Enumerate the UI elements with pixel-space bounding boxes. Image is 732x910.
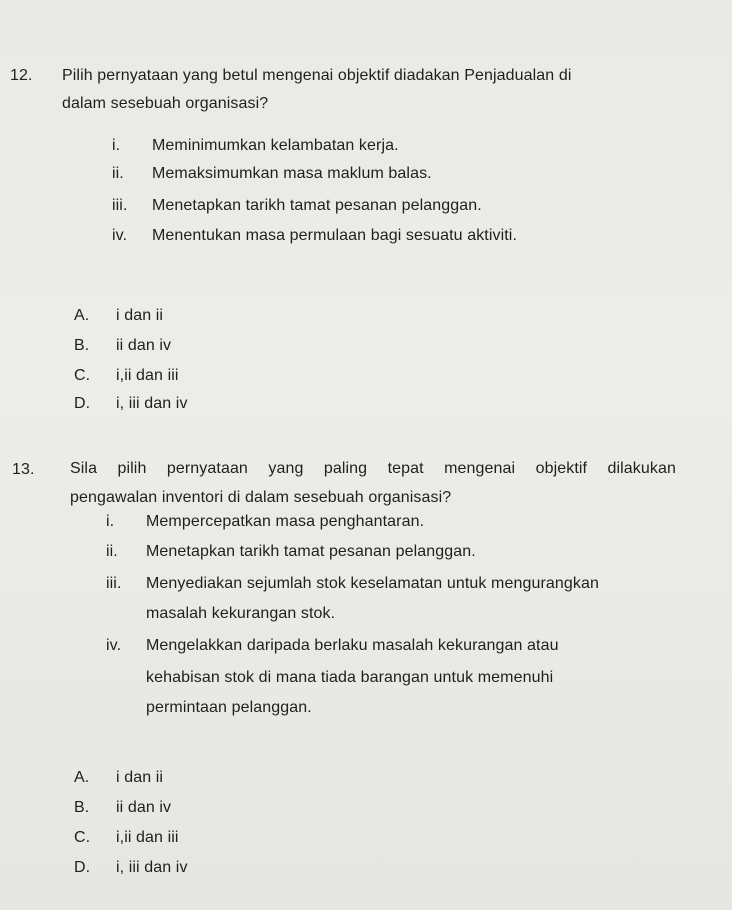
q13-statement-3-line1: Menyediakan sejumlah stok keselamatan untuk mengurangkan: [146, 575, 599, 592]
q13-option-c-letter: C.: [74, 829, 91, 846]
q12-statement-4-text: Menentukan masa permulaan bagi sesuatu aktiviti.: [152, 227, 518, 244]
q13-option-d-letter: D.: [74, 859, 91, 876]
q12-option-b-text: ii dan iv: [116, 337, 172, 354]
q13-statement-1-roman: i.: [106, 513, 115, 530]
q13-option-c-text: i,ii dan iii: [116, 829, 179, 846]
q13-text-line2: pengawalan inventori di dalam sesebuah organisasi?: [70, 489, 452, 506]
q12-statement-2-text: Memaksimumkan masa maklum balas.: [152, 165, 432, 182]
q12-number: 12.: [10, 67, 33, 84]
q12-statement-4-roman: iv.: [112, 227, 128, 244]
q13-statement-1-line1: Mempercepatkan masa penghantaran.: [146, 513, 425, 530]
q13-option-a-letter: A.: [74, 769, 90, 786]
q13-statement-4-line2: kehabisan stok di mana tiada barangan untuk memenuhi: [146, 669, 554, 686]
q12-option-a-text: i dan ii: [116, 307, 164, 324]
q13-option-b-text: ii dan iv: [116, 799, 172, 816]
q13-statement-3-roman: iii.: [106, 575, 122, 592]
q12-statement-3-text: Menetapkan tarikh tamat pesanan pelanggan.: [152, 197, 482, 214]
q12-text-line1: Pilih pernyataan yang betul mengenai objektif diadakan Penjadualan di: [62, 67, 572, 84]
q12-text-line2: dalam sesebuah organisasi?: [62, 95, 269, 112]
q12-statement-1-text: Meminimumkan kelambatan kerja.: [152, 137, 399, 154]
q12-statement-3-roman: iii.: [112, 197, 128, 214]
q12-option-b-letter: B.: [74, 337, 90, 354]
q12-option-d-letter: D.: [74, 395, 91, 412]
q13-option-b-letter: B.: [74, 799, 90, 816]
q13-option-a-text: i dan ii: [116, 769, 164, 786]
q13-statement-2-line1: Menetapkan tarikh tamat pesanan pelanggan.: [146, 543, 476, 560]
q13-number: 13.: [12, 461, 35, 478]
q12-statement-1-roman: i.: [112, 137, 121, 154]
q13-statement-4-line3: permintaan pelanggan.: [146, 699, 312, 716]
q13-statement-4-line1: Mengelakkan daripada berlaku masalah kekurangan atau: [146, 637, 559, 654]
q13-option-d-text: i, iii dan iv: [116, 859, 188, 876]
q13-statement-4-roman: iv.: [106, 637, 122, 654]
q12-option-a-letter: A.: [74, 307, 90, 324]
q13-statement-2-roman: ii.: [106, 543, 118, 560]
q13-text-line1: Sila pilih pernyataan yang paling tepat mengenai objektif dilakukan: [70, 460, 676, 477]
q12-option-d-text: i, iii dan iv: [116, 395, 188, 412]
q12-option-c-letter: C.: [74, 367, 91, 384]
q12-statement-2-roman: ii.: [112, 165, 124, 182]
q13-statement-3-line2: masalah kekurangan stok.: [146, 605, 336, 622]
q12-option-c-text: i,ii dan iii: [116, 367, 179, 384]
